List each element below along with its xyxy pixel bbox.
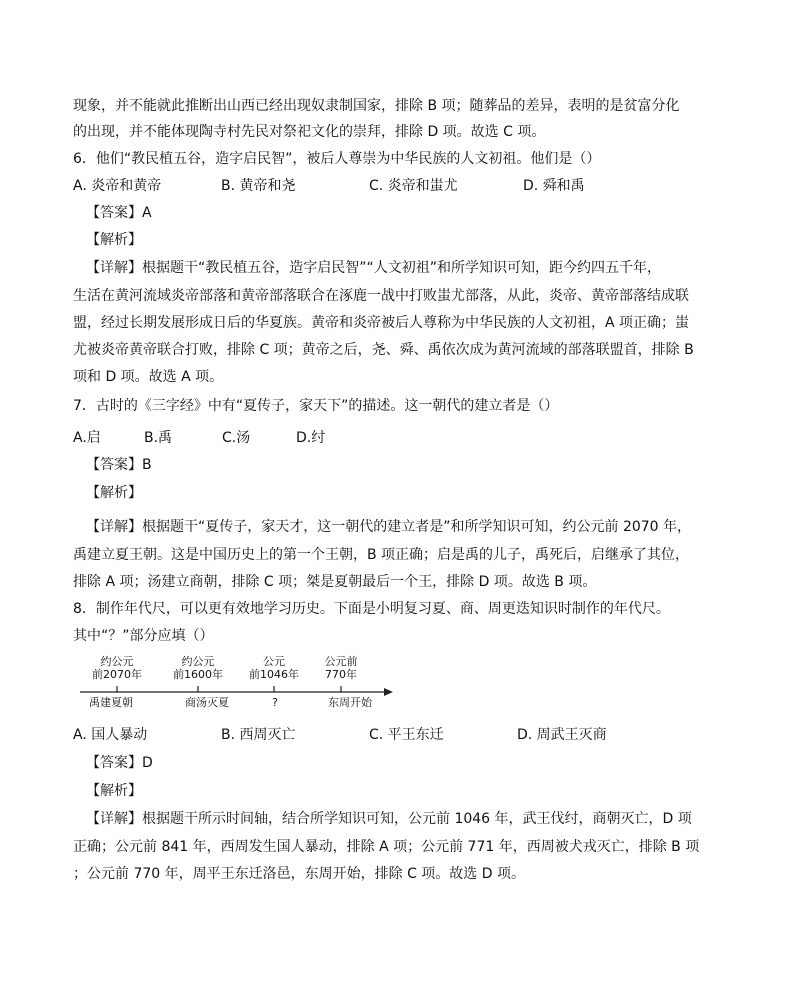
- timeline-event: 禹建夏朝: [89, 696, 133, 709]
- timeline-date-line: 前1600年: [173, 668, 223, 681]
- q6-option-c: C. 炎帝和蚩尤: [369, 178, 458, 194]
- q6-option-d: D. 舜和禹: [523, 178, 585, 194]
- q6-analysis-label: 【解析】: [86, 232, 142, 248]
- q6-detail-line: 盟，经过长期发展形成日后的华夏族。黄帝和炎帝被后人尊称为中华民族的人文初祖，A 项正确；蚩: [73, 315, 690, 331]
- q8-option-b: B. 西周灭亡: [221, 727, 296, 743]
- q6-answer: 【答案】A: [86, 205, 152, 221]
- q7-option-c: C.汤: [222, 430, 251, 446]
- timeline-date: [239, 655, 309, 681]
- timeline-date-line: 前1046年: [249, 668, 299, 681]
- q6-option-a: A. 炎帝和黄帝: [73, 178, 162, 194]
- timeline-date: [163, 655, 233, 681]
- q6-detail-line: 尤被炎帝黄帝联合打败，排除 C 项；黄帝之后，尧、舜、禹依次成为黄河流域的部落联盟首，排除 B: [73, 342, 694, 358]
- question-7-stem: 7．古时的《三字经》中有“夏传子，家天下”的描述。这一朝代的建立者是（）: [73, 398, 559, 414]
- q8-answer: 【答案】D: [86, 755, 153, 771]
- q6-detail-line: 项和 D 项。故选 A 项。: [73, 369, 224, 385]
- timeline-date: [306, 655, 376, 681]
- timeline-event-unknown: ?: [272, 696, 278, 709]
- question-8-stem: 其中“？”部分应填（）: [73, 628, 214, 644]
- timeline-date-line: 770年: [325, 668, 357, 681]
- timeline-event: 商汤灭夏: [185, 696, 229, 709]
- q7-detail-line: 【详解】根据题干“夏传子，家天才，这一朝代的建立者是”和所学知识可知，约公元前 2070 年，: [86, 519, 692, 535]
- q7-option-b: B.禹: [144, 430, 173, 446]
- question-6-stem: 6．他们“教民植五谷，造字启民智”，被后人尊崇为中华民族的人文初祖。他们是（）: [73, 151, 601, 167]
- q7-option-d: D.纣: [296, 430, 326, 446]
- timeline-date-line: 约公元: [181, 655, 215, 668]
- timeline-event: 东周开始: [328, 696, 372, 709]
- timeline-figure: [78, 652, 398, 712]
- question-8-stem: 8．制作年代尺，可以更有效地学习历史。下面是小明复习夏、商、周更迭知识时制作的年代尺。: [73, 601, 670, 617]
- q8-option-d: D. 周武王灭商: [517, 727, 607, 743]
- q8-detail-line: ；公元前 770 年，周平王东迁洛邑，东周开始，排除 C 项。故选 D 项。: [73, 866, 525, 882]
- timeline-date-line: 公元: [263, 655, 285, 668]
- timeline-date-line: 约公元: [100, 655, 134, 668]
- q7-detail-line: 禹建立夏王朝。这是中国历史上的第一个王朝，B 项正确；启是禹的儿子，禹死后，启继承了其位，: [73, 547, 690, 563]
- q6-detail-line: 【详解】根据题干“教民植五谷，造字启民智”“人文初祖”和所学知识可知，距今约四五千年，: [86, 260, 662, 276]
- timeline-date-line: 前2070年: [92, 668, 142, 681]
- q7-analysis-label: 【解析】: [86, 485, 142, 501]
- q7-answer: 【答案】B: [86, 457, 152, 473]
- q8-detail-line: 正确；公元前 841 年，西周发生国人暴动，排除 A 项；公元前 771 年，西周被犬戎灭亡，排除 B 项: [73, 839, 700, 855]
- timeline-date-line: 公元前: [324, 655, 358, 668]
- q6-detail-line: 生活在黄河流域炎帝部落和黄帝部落联合在涿鹿一战中打败蚩尤部落，从此，炎帝、黄帝部落结成联: [73, 288, 689, 304]
- q8-analysis-label: 【解析】: [86, 783, 142, 799]
- q8-option-c: C. 平王东迁: [369, 727, 444, 743]
- q8-detail-line: 【详解】根据题干所示时间轴，结合所学知识可知，公元前 1046 年，武王伐纣，商朝灭亡，D 项: [86, 811, 692, 827]
- paragraph-line: 现象，并不能就此推断出山西已经出现奴隶制国家，排除 B 项；随葬品的差异，表明的是贫富分化: [73, 98, 680, 114]
- q7-detail-line: 排除 A 项；汤建立商朝，排除 C 项；桀是夏朝最后一个王，排除 D 项。故选 B 项。: [73, 574, 597, 590]
- timeline-date: [82, 655, 152, 681]
- q7-option-a: A.启: [73, 430, 101, 446]
- q8-option-a: A. 国人暴动: [73, 727, 148, 743]
- q6-option-b: B. 黄帝和尧: [221, 178, 296, 194]
- paragraph-line: 的出现，并不能体现陶寺村先民对祭祀文化的崇拜，排除 D 项。故选 C 项。: [73, 124, 546, 140]
